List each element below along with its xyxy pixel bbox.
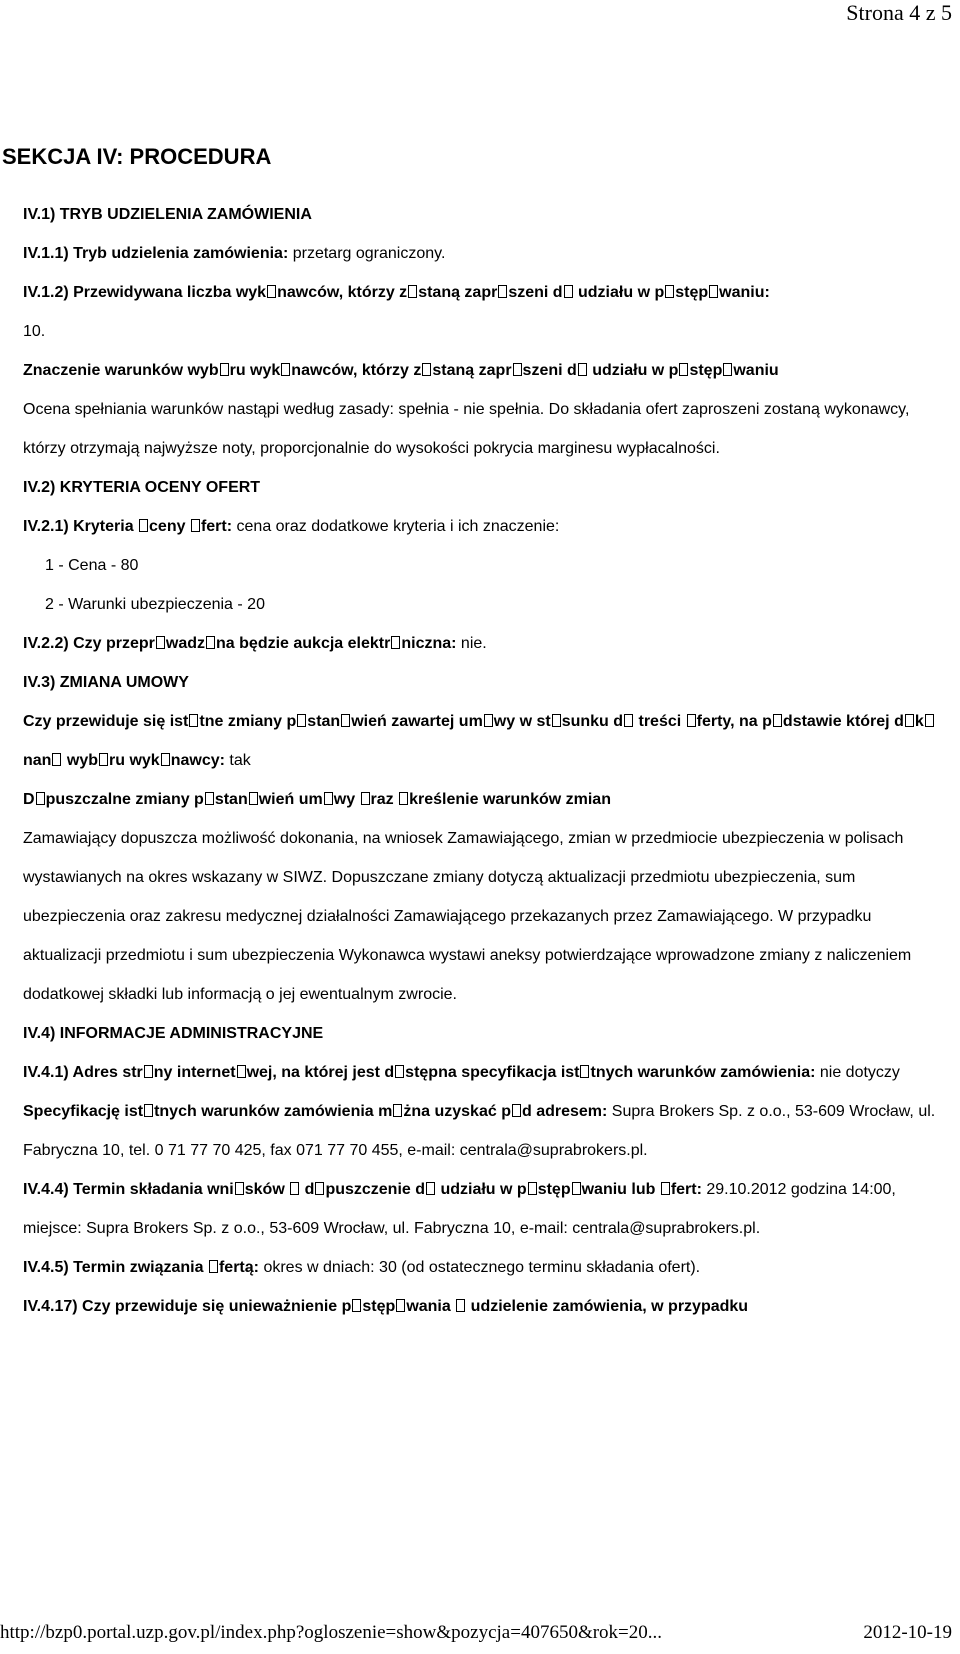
section-heading [23, 468, 948, 507]
missing-glyph-box [905, 714, 914, 727]
section-heading [23, 780, 948, 819]
missing-glyph-box [661, 1182, 670, 1195]
field-row [23, 1248, 948, 1287]
heading-text: D puszczalne zmiany p stan wień um wy raz kreślenie warunków zmian [23, 791, 611, 808]
field-row [23, 1170, 948, 1248]
missing-glyph-box [925, 714, 934, 727]
field-label: IV.4.5) Termin związania fertą: [23, 1259, 259, 1276]
missing-glyph-box [297, 714, 306, 727]
missing-glyph-box [189, 714, 198, 727]
missing-glyph-box [391, 636, 400, 649]
missing-glyph-box [290, 1182, 299, 1195]
missing-glyph-box [206, 636, 215, 649]
missing-glyph-box [456, 1299, 465, 1312]
missing-glyph-box [498, 285, 507, 298]
missing-glyph-box [393, 1104, 402, 1117]
paragraph-text: 2 - Warunki ubezpieczenia - 20 [45, 596, 265, 613]
heading-text: IV.3) ZMIANA UMOWY [23, 674, 189, 691]
missing-glyph-box [139, 519, 148, 532]
field-value: Supra Brokers Sp. z o.o., 53-609 Wrocław, ul. Fabryczna 10, tel. 0 71 77 70 425, fax 071 77 70 455, e-mail: centrala@suprabrokers.pl. [23, 1103, 936, 1159]
missing-glyph-box [395, 1065, 404, 1078]
footer-url: http://bzp0.portal.uzp.gov.pl/index.php?ogloszenie=show&pozycja=407650&rok=20... [0, 1622, 663, 1643]
field-value: nie dotyczy [819, 1064, 900, 1081]
field-row [23, 1092, 948, 1170]
missing-glyph-box [773, 714, 782, 727]
missing-glyph-box [324, 792, 333, 805]
missing-glyph-box [315, 1182, 324, 1195]
heading-text: IV.1) TRYB UDZIELENIA ZAMÓWIENIA [23, 206, 312, 223]
missing-glyph-box [679, 363, 688, 376]
section-title: SEKCJA IV: PROCEDURA [2, 144, 272, 169]
missing-glyph-box [205, 792, 214, 805]
section-heading [23, 1287, 948, 1326]
heading-text: IV.4) INFORMACJE ADMINISTRACYJNE [23, 1025, 324, 1042]
missing-glyph-box [564, 285, 573, 298]
missing-glyph-box [191, 519, 200, 532]
paragraph-text: Ocena spełniania warunków nastąpi według zasady: spełnia - nie spełnia. Do składania ofert zaproszeni zostaną wykonawcy, którzy otrzymają najwyższe noty, proporcjonalnie do wysokości pokrycia marginesu wypłacalności. [23, 401, 910, 457]
missing-glyph-box [528, 1182, 537, 1195]
missing-glyph-box [267, 285, 276, 298]
missing-glyph-box [580, 1065, 589, 1078]
paragraph [23, 390, 948, 468]
paragraph [23, 312, 948, 351]
missing-glyph-box [399, 792, 408, 805]
field-value: nie. [460, 635, 487, 652]
missing-glyph-box [408, 285, 417, 298]
missing-glyph-box [161, 753, 170, 766]
field-value: 29.10.2012 godzina 14:00, miejsce: Supra Brokers Sp. z o.o., 53-609 Wrocław, ul. Fabryczna 10, e-mail: centrala@suprabrokers.pl. [23, 1181, 896, 1237]
field-value: przetarg ograniczony. [292, 245, 446, 262]
field-value: cena oraz dodatkowe kryteria i ich znaczenie: [236, 518, 560, 535]
missing-glyph-box [341, 714, 350, 727]
missing-glyph-box [723, 363, 732, 376]
field-row [23, 234, 948, 273]
page-number: Strona 4 z 5 [846, 0, 952, 25]
field-label: IV.1.1) Tryb udzielenia zamówienia: [23, 245, 289, 262]
missing-glyph-box [709, 285, 718, 298]
paragraph-text: Zamawiający dopuszcza możliwość dokonania, na wniosek Zamawiającego, zmian w przedmiocie ubezpieczenia w polisach wystawianych na okres wskazany w SIWZ. Dopuszczane zmiany dotyczą aktualizacji przedmiotu ubezpieczenia, sum ubezpieczenia oraz zakresu medycznej działalności Zamawiającego przekazanych przez Zamawiającego. W przypadku aktualizacji przedmiotu i sum ubezpieczenia Wykonawca wystawi aneksy potwierdzające wprowadzone zmiany z naliczeniem dodatkowej składki lub informacją o jej ewentualnym zwrocie. [23, 830, 912, 1003]
footer-date: 2012-10-19 [863, 1622, 952, 1643]
section-heading [23, 663, 948, 702]
missing-glyph-box [36, 792, 45, 805]
field-label: Specyfikację ist tnych warunków zamówienia m żna uzyskać p d adresem: [23, 1103, 608, 1120]
missing-glyph-box [687, 714, 696, 727]
section-heading [23, 195, 948, 234]
missing-glyph-box [237, 1065, 246, 1078]
field-row [23, 1053, 948, 1092]
field-label: IV.4.1) Adres str ny internet wej, na której jest d stępna specyfikacja ist tnych warunków zamówienia: [23, 1064, 816, 1081]
section-heading [23, 351, 948, 390]
missing-glyph-box [513, 363, 522, 376]
missing-glyph-box [220, 363, 229, 376]
field-label: Czy przewiduje się ist tne zmiany p stan wień zawartej um wy w st sunku d treści ferty, na p dstawie której d knan wyb ru wyk nawcy: [23, 713, 935, 769]
section-heading [23, 273, 948, 312]
missing-glyph-box [156, 636, 165, 649]
section-heading [23, 1014, 948, 1053]
missing-glyph-box [396, 1299, 405, 1312]
missing-glyph-box [484, 714, 493, 727]
field-label: IV.2.2) Czy przepr wadz na będzie aukcja elektr niczna: [23, 635, 457, 652]
missing-glyph-box [99, 753, 108, 766]
field-label: IV.2.1) Kryteria ceny fert: [23, 518, 233, 535]
field-label: IV.4.4) Termin składania wni sków d puszczenie d udziału w p stęp waniu lub fert: [23, 1181, 702, 1198]
missing-glyph-box [552, 714, 561, 727]
heading-text: IV.1.2) Przewidywana liczba wyk nawców, którzy z staną zapr szeni d udziału w p stęp waniu: [23, 284, 770, 301]
paragraph-text: 10. [23, 323, 46, 340]
missing-glyph-box [422, 363, 431, 376]
field-row [23, 624, 948, 663]
document-body [23, 195, 948, 1326]
field-row [23, 507, 948, 546]
missing-glyph-box [512, 1104, 521, 1117]
missing-glyph-box [144, 1104, 153, 1117]
criterion-item [23, 546, 948, 585]
missing-glyph-box [578, 363, 587, 376]
missing-glyph-box [624, 714, 633, 727]
criterion-item [23, 585, 948, 624]
missing-glyph-box [572, 1182, 581, 1195]
missing-glyph-box [209, 1260, 218, 1273]
field-row [23, 702, 948, 780]
missing-glyph-box [235, 1182, 244, 1195]
missing-glyph-box [144, 1065, 153, 1078]
heading-text: IV.2) KRYTERIA OCENY OFERT [23, 479, 261, 496]
heading-text: Znaczenie warunków wyb ru wyk nawców, którzy z staną zapr szeni d udziału w p stęp waniu [23, 362, 779, 379]
missing-glyph-box [352, 1299, 361, 1312]
missing-glyph-box [426, 1182, 435, 1195]
heading-text: IV.4.17) Czy przewiduje się unieważnienie p stęp wania udzielenie zamówienia, w przypadku [23, 1298, 749, 1315]
missing-glyph-box [281, 363, 290, 376]
field-value: tak [229, 752, 251, 769]
field-value: okres w dniach: 30 (od ostatecznego terminu składania ofert). [263, 1259, 701, 1276]
missing-glyph-box [249, 792, 258, 805]
missing-glyph-box [52, 753, 61, 766]
missing-glyph-box [361, 792, 370, 805]
paragraph-text: 1 - Cena - 80 [45, 557, 139, 574]
missing-glyph-box [665, 285, 674, 298]
paragraph [23, 819, 948, 1014]
